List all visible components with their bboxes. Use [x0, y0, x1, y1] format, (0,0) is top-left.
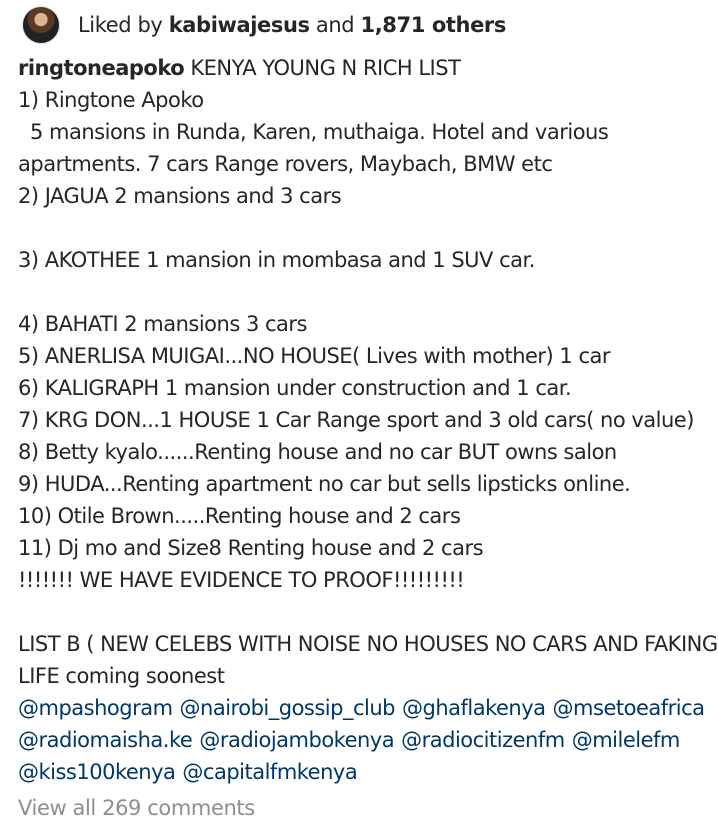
likes-text[interactable]: [78, 13, 506, 37]
caption-blank-line: [18, 596, 668, 628]
mention-link[interactable]: @mpashogram: [18, 696, 173, 720]
mention-link[interactable]: @capitalfmkenya: [182, 760, 358, 784]
caption-blank-line: [18, 276, 668, 308]
caption-line: 1) Ringtone Apoko: [18, 88, 204, 112]
liker-username[interactable]: kabiwajesus: [168, 13, 310, 37]
caption-line: 6) KALIGRAPH 1 mansion under construction and 1 car.: [18, 376, 572, 400]
mention-link[interactable]: @kiss100kenya: [18, 760, 176, 784]
caption-line: 5 mansions in Runda, Karen, muthaiga. Hotel and various: [30, 120, 609, 144]
mention-link[interactable]: @radiocitizenfm: [401, 728, 565, 752]
mention-link[interactable]: @radiojambokenya: [199, 728, 395, 752]
caption-line: LIST B ( NEW CELEBS WITH NOISE NO HOUSES NO CARS AND FAKING: [18, 632, 718, 656]
post-caption: [18, 52, 718, 788]
mentions-line: [18, 692, 705, 724]
caption-line: 11) Dj mo and Size8 Renting house and 2 cars: [18, 536, 484, 560]
caption-line: 2) JAGUA 2 mansions and 3 cars: [18, 184, 342, 208]
caption-line: 5) ANERLISA MUIGAI...NO HOUSE( Lives with mother) 1 car: [18, 344, 611, 368]
mention-link[interactable]: @ghaflakenya: [402, 696, 546, 720]
caption-blank-line: [18, 212, 668, 244]
mention-link[interactable]: @msetoeafrica: [552, 696, 705, 720]
liker-avatar[interactable]: [22, 6, 60, 44]
likes-middle: and: [309, 13, 361, 37]
caption-line: LIFE coming soonest: [18, 664, 225, 688]
view-comments-link[interactable]: View all 269 comments: [18, 796, 255, 820]
caption-line: apartments. 7 cars Range rovers, Maybach, BMW etc: [18, 152, 553, 176]
caption-line: 9) HUDA...Renting apartment no car but sells lipsticks online.: [18, 472, 631, 496]
caption-username[interactable]: ringtoneapoko: [18, 56, 185, 80]
caption-header-line: [18, 52, 668, 84]
mention-link[interactable]: @nairobi_gossip_club: [179, 696, 395, 720]
caption-line: 10) Otile Brown.....Renting house and 2 cars: [18, 504, 461, 528]
likes-count[interactable]: 1,871 others: [360, 13, 506, 37]
likes-row[interactable]: [22, 6, 506, 44]
caption-line: 7) KRG DON...1 HOUSE 1 Car Range sport and 3 old cars( no value): [18, 408, 694, 432]
caption-line: !!!!!!! WE HAVE EVIDENCE TO PROOF!!!!!!!!!: [18, 568, 465, 592]
likes-prefix: Liked by: [78, 13, 169, 37]
caption-line: 4) BAHATI 2 mansions 3 cars: [18, 312, 307, 336]
mention-link[interactable]: @milelefm: [571, 728, 680, 752]
caption-line: 8) Betty kyalo......Renting house and no car BUT owns salon: [18, 440, 617, 464]
mentions-line: [18, 724, 680, 756]
mention-link[interactable]: @radiomaisha.ke: [18, 728, 193, 752]
mentions-line: [18, 756, 668, 788]
caption-title: KENYA YOUNG N RICH LIST: [184, 56, 461, 80]
caption-line: 3) AKOTHEE 1 mansion in mombasa and 1 SUV car.: [18, 248, 535, 272]
